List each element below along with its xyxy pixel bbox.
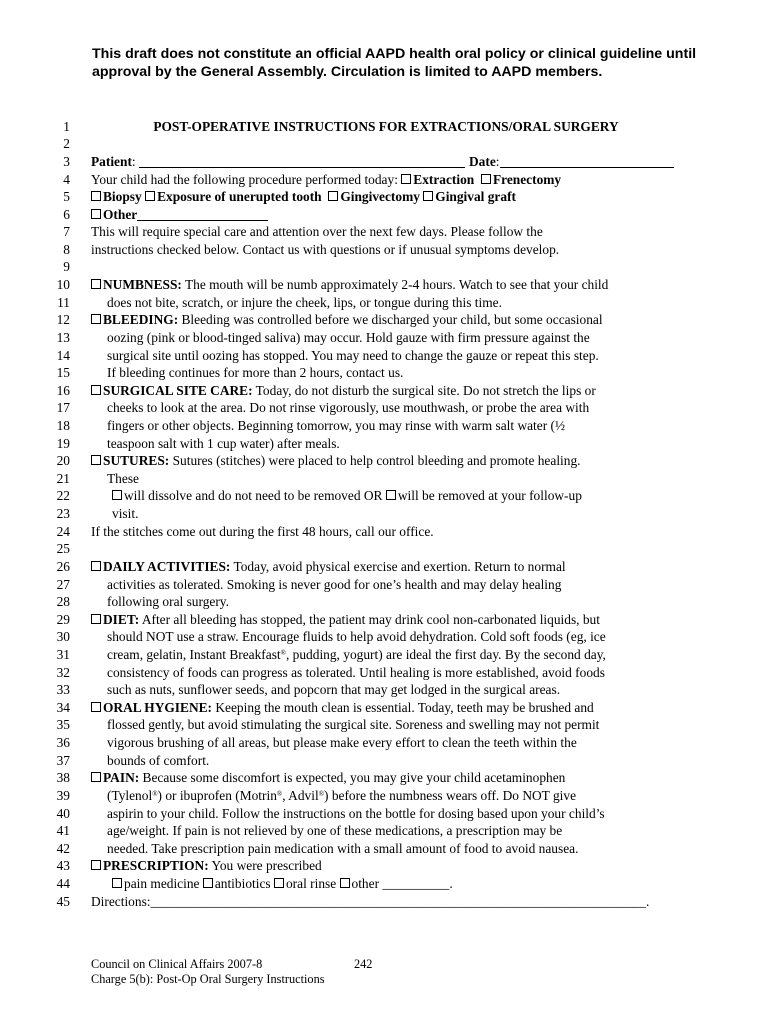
procedure-intro: Your child had the following procedure performed today: [91,172,402,187]
diet-text [107,646,606,664]
sutures-text: These [107,471,139,486]
exposure-label: Exposure of unerupted tooth [157,189,322,204]
numbness-text: The mouth will be numb approximately 2-4 hours. Watch to see that your child [181,277,609,292]
line-number: 7 [63,224,70,239]
registered-mark: ® [280,649,286,657]
date-line: Date: [469,153,674,171]
diet-item [91,611,600,629]
line-number: 11 [57,295,70,310]
surgical-site-item [91,382,596,400]
line-number: 10 [56,277,70,292]
pain-text-part: (Tylenol [107,788,153,803]
sutures-removed-label: will be removed at your follow-up [397,488,582,503]
prescription-options [112,875,453,893]
diet-text: consistency of foods can progress as tolerated. Until healing is more established, avoid foods [107,665,605,680]
line-number: 17 [56,400,70,415]
pain-text-part: ) before the numbness wears off. Do NOT give [324,788,577,803]
numbness-item [91,276,608,294]
pain-text [107,787,576,805]
line-number: 42 [56,841,70,856]
line-number: 5 [63,189,70,204]
registered-mark: ® [152,790,158,798]
daily-activities-text: Today, avoid physical exercise and exertion. Return to normal [230,559,566,574]
line-number: 41 [56,823,70,838]
daily-activities-text: activities as tolerated. Smoking is never good for one’s health and may delay healing [107,577,562,592]
line-number: 1 [63,119,70,134]
oral-hygiene-text: bounds of comfort. [107,753,210,768]
numbness-heading: NUMBNESS: [103,277,182,292]
sutures-checkbox[interactable] [91,455,101,465]
line-number: 21 [56,471,70,486]
line-number: 45 [56,894,70,909]
gingivectomy-label: Gingivectomy [340,189,420,204]
pain-text-part: , Advil [282,788,319,803]
patient-line: Patient: [91,153,465,171]
oral-hygiene-heading: ORAL HYGIENE: [103,700,213,715]
patient-label: Patient [91,154,132,169]
bleeding-text: oozing (pink or blood-tinged saliva) may occur. Hold gauze with firm pressure against the [107,330,590,345]
biopsy-label: Biopsy [103,189,142,204]
line-number: 29 [56,612,70,627]
sutures-text: visit. [112,506,139,521]
oral-hygiene-text: flossed gently, but avoid stimulating the surgical site. Soreness and swelling may not permit [107,717,600,732]
bleeding-text: surgical site until oozing has stopped. You may need to change the gauze or repeat this step. [107,348,599,363]
line-number: 32 [56,665,70,680]
antibiotics-checkbox[interactable] [203,878,213,888]
line-number: 35 [56,717,70,732]
prescription-text: You were prescribed [208,858,322,873]
registered-mark: ® [318,790,325,798]
other-rx-checkbox[interactable] [340,878,350,888]
exposure-checkbox[interactable] [145,191,155,201]
line-number: 19 [56,436,70,451]
pain-checkbox[interactable] [91,772,101,782]
bleeding-text: If bleeding continues for more than 2 hours, contact us. [107,365,404,380]
surgical-site-checkbox[interactable] [91,385,101,395]
daily-activities-item [91,558,566,576]
prescription-heading: PRESCRIPTION: [103,858,209,873]
surgical-site-heading: SURGICAL SITE CARE: [103,383,253,398]
surgical-site-text: fingers or other objects. Beginning tomorrow, you may rinse with warm salt water (½ [107,418,566,433]
oral-rinse-label: oral rinse [285,876,340,891]
line-number: 2 [63,136,70,151]
sutures-text: Sutures (stitches) were placed to help control bleeding and promote healing. [169,453,581,468]
pain-text: aspirin to your child. Follow the instructions on the bottle for dosing based upon your child’s [107,806,605,821]
oral-hygiene-text: vigorous brushing of all areas, but please make every effort to clean the teeth within the [107,735,577,750]
diet-text-part: , pudding, yogurt) are ideal the first day. By the second day, [285,647,606,662]
line-number: 26 [56,559,70,574]
sutures-dissolve-checkbox[interactable] [112,490,122,500]
diet-text: such as nuts, sunflower seeds, and popcorn that may get lodged in the surgical areas. [107,682,561,697]
line-number: 27 [56,577,70,592]
sutures-item [91,452,581,470]
gingivectomy-checkbox[interactable] [328,191,338,201]
bleeding-heading: BLEEDING: [103,312,179,327]
line-number: 4 [63,172,70,187]
daily-activities-text: following oral surgery. [107,594,229,609]
diet-checkbox[interactable] [91,614,101,624]
patient-name-field[interactable] [139,155,465,168]
line-number: 3 [63,154,70,169]
intro-text: This will require special care and attention over the next few days. Please follow the [91,224,543,239]
pain-text: age/weight. If pain is not relieved by one of these medications, a prescription may be [107,823,563,838]
line-number: 25 [56,541,70,556]
numbness-checkbox[interactable] [91,279,101,289]
directions-line: Directions:__________________________________________________________________________. [91,894,650,909]
sutures-removed-checkbox[interactable] [386,490,396,500]
line-number: 8 [63,242,70,257]
line-number: 44 [56,876,70,891]
line-number: 22 [56,488,70,503]
line-number: 31 [56,647,70,662]
intro-text: instructions checked below. Contact us with questions or if unusual symptoms develop. [91,242,560,257]
footer-council: Council on Clinical Affairs 2007-8 [91,957,263,971]
antibiotics-label: antibiotics [214,876,274,891]
other-procedure-label: Other [103,207,138,222]
prescription-checkbox[interactable] [91,860,101,870]
line-number: 20 [56,453,70,468]
diet-text: should NOT use a straw. Encourage fluids to help avoid dehydration. Cold soft foods (eg, ice [107,629,606,644]
biopsy-checkbox[interactable] [91,191,101,201]
sutures-options [112,487,582,505]
pain-heading: PAIN: [103,770,140,785]
bleeding-text: Bleeding was controlled before we discharged your child, but some occasional [178,312,603,327]
line-number: 9 [63,259,70,274]
sutures-dissolve-label: will dissolve and do not need to be removed OR [124,488,386,503]
surgical-site-text: Today, do not disturb the surgical site. Do not stretch the lips or [252,383,596,398]
surgical-site-text: cheeks to look at the area. Do not rinse vigorously, use mouthwash, or probe the area with [107,400,590,415]
diet-heading: DIET: [103,612,140,627]
line-number: 24 [56,524,70,539]
daily-activities-checkbox[interactable] [91,561,101,571]
line-number: 18 [56,418,70,433]
line-number: 16 [56,383,70,398]
pain-item [91,769,565,787]
pain-medicine-checkbox[interactable] [112,878,122,888]
date-field[interactable] [500,155,674,168]
frenectomy-checkbox[interactable] [481,174,491,184]
numbness-text: does not bite, scratch, or injure the cheek, lips, or tongue during this time. [107,295,502,310]
pain-text: needed. Take prescription pain medication with a small amount of food to avoid nausea. [107,841,579,856]
other-procedure-checkbox[interactable] [91,209,101,219]
document-title: POST-OPERATIVE INSTRUCTIONS FOR EXTRACTIONS/ORAL SURGERY [153,119,619,134]
line-number: 34 [56,700,70,715]
registered-mark: ® [276,790,283,798]
prescription-item [91,857,322,875]
other-procedure-field[interactable] [137,208,268,221]
line-number: 13 [56,330,70,345]
line-number: 30 [56,629,70,644]
frenectomy-label: Frenectomy [492,172,562,187]
line-number: 33 [56,682,70,697]
line-number: 23 [56,506,70,521]
daily-activities-heading: DAILY ACTIVITIES: [103,559,231,574]
pain-text: Because some discomfort is expected, you may give your child acetaminophen [139,770,566,785]
sutures-text: If the stitches come out during the first 48 hours, call our office. [91,524,434,539]
oral-hygiene-text: Keeping the mouth clean is essential. Today, teeth may be brushed and [212,700,594,715]
line-number: 36 [56,735,70,750]
other-rx-label: other __________. [351,876,453,891]
bleeding-checkbox[interactable] [91,314,101,324]
diet-text: After all bleeding has stopped, the patient may drink cool non-carbonated liquids, but [139,612,600,627]
footer-charge: Charge 5(b): Post-Op Oral Surgery Instructions [91,972,325,986]
line-number: 37 [56,753,70,768]
pain-text-part: ) or ibuprofen (Motrin [157,788,277,803]
line-number: 28 [56,594,70,609]
line-number: 6 [63,207,70,222]
line-number: 39 [56,788,70,803]
oral-rinse-checkbox[interactable] [274,878,284,888]
procedure-line [91,171,561,189]
surgical-site-text: teaspoon salt with 1 cup water) after meals. [107,436,340,451]
graft-checkbox[interactable] [423,191,433,201]
extraction-label: Extraction [413,172,475,187]
bleeding-item [91,311,603,329]
date-label: Date [469,154,496,169]
extraction-checkbox[interactable] [401,174,411,184]
other-procedure-line [91,206,268,224]
line-number: 12 [56,312,70,327]
line-number: 14 [56,348,70,363]
procedure-options-line [91,188,516,206]
line-number: 40 [56,806,70,821]
diet-text-part: cream, gelatin, Instant Breakfast [107,647,281,662]
oral-hygiene-item [91,699,594,717]
line-number: 38 [56,770,70,785]
oral-hygiene-checkbox[interactable] [91,702,101,712]
line-number: 15 [56,365,70,380]
line-number: 43 [56,858,70,873]
graft-label: Gingival graft [435,189,516,204]
pain-medicine-label: pain medicine [124,876,203,891]
page-number: 242 [354,957,373,971]
draft-disclaimer: This draft does not constitute an official AAPD health oral policy or clinical guideline until approval by the General Assembly. Circulation is limited to AAPD members. [92,46,697,80]
sutures-heading: SUTURES: [103,453,170,468]
